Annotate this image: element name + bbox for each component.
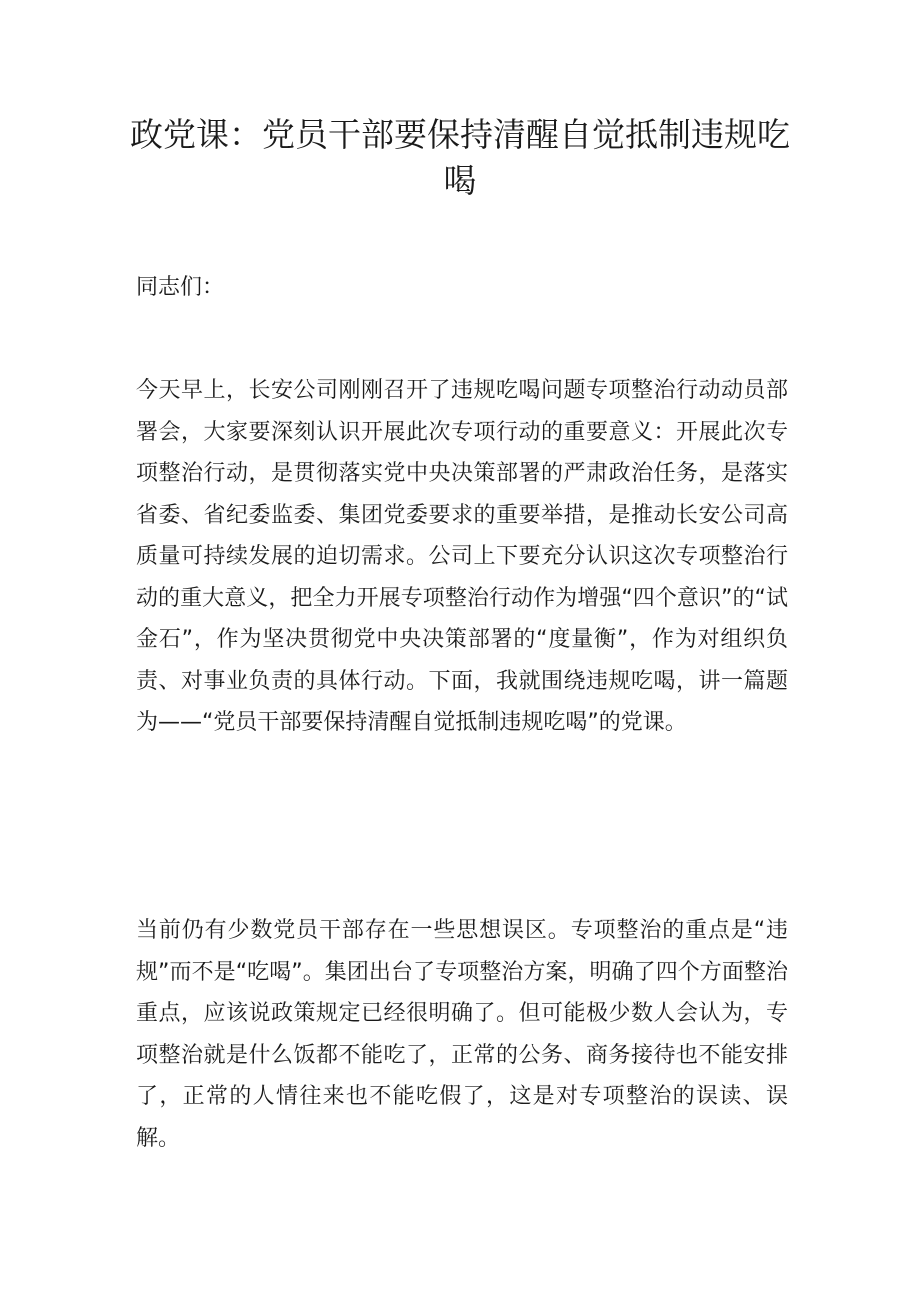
- paragraph-1: 今天早上，长安公司刚刚召开了违规吃喝问题专项整治行动动员部署会，大家要深刻认识开展此次专项行动的重要意义：开展此次专项整治行动，是贯彻落实党中央决策部署的严肃政治任务，是落实省委、省纪委监委、集团党委要求的重要举措，是推动长安公司高质量可持续发展的迫切需求。公司上下要充分认识这次专项整治行动的重大意义，把全力开展专项整治行动作为增强“四个意识”的“试金石”，作为坚决贯彻党中央决策部署的“度量衡”，作为对组织负责、对事业负责的具体行动。下面，我就围绕违规吃喝，讲一篇题为——“党员干部要保持清醒自觉抵制违规吃喝”的党课。: [136, 378, 788, 735]
- paragraph-2: 当前仍有少数党员干部存在一些思想误区。专项整治的重点是“违规”而不是“吃喝”。集团出台了专项整治方案，明确了四个方面整治重点，应该说政策规定已经很明确了。但可能极少数人会认为，专项整治就是什么饭都不能吃了，正常的公务、商务接待也不能安排了，正常的人情往来也不能吃假了，这是对专项整治的误读、误解。: [136, 918, 788, 1151]
- document-title: 政党课：党员干部要保持清醒自觉抵制违规吃喝: [130, 115, 790, 200]
- salutation: 同志们：: [136, 275, 225, 300]
